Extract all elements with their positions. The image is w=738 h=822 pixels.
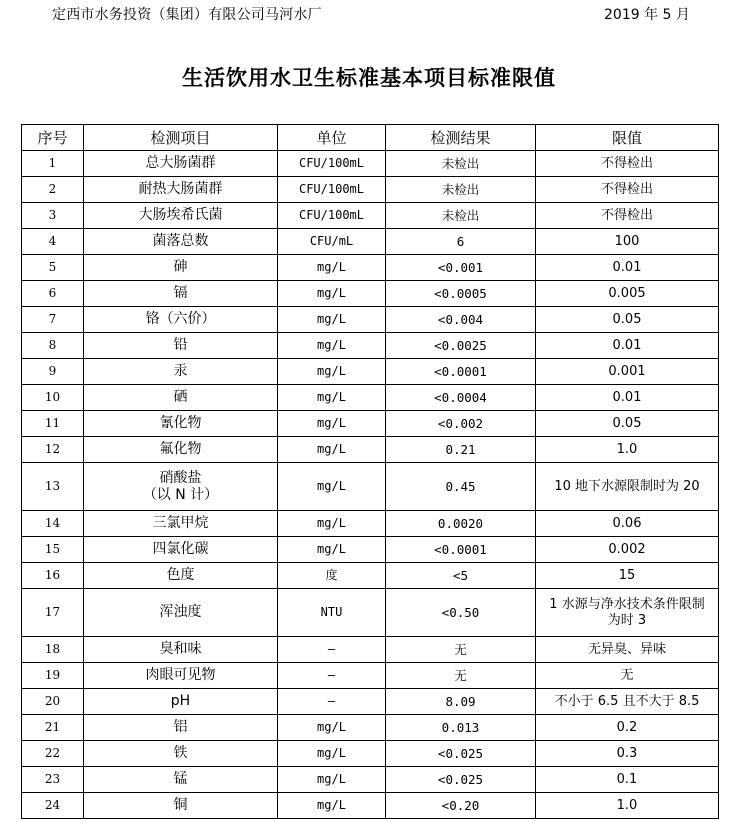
cell-result [386,589,536,637]
cell-unit [278,463,386,511]
cell-no-text: 22 [44,746,61,761]
cell-unit-text: — [327,642,336,657]
table-row [22,663,719,689]
cell-no-text: 17 [44,605,61,620]
cell-limit-text: 不得检出 [600,207,653,223]
cell-unit [278,411,386,437]
cell-unit [278,715,386,741]
cell-no-text: 21 [44,720,61,735]
table-row [22,537,719,563]
cell-result [386,689,536,715]
cell-limit-text: 0.001 [608,363,646,379]
cell-limit-text: 1.0 [616,441,638,457]
cell-no [22,359,84,385]
cell-no [22,563,84,589]
cell-no-text: 1 [48,156,57,171]
cell-no-text: 16 [44,568,61,583]
cell-no [22,463,84,511]
cell-unit [278,255,386,281]
cell-result [386,307,536,333]
cell-no [22,255,84,281]
cell-unit [278,281,386,307]
cell-no [22,385,84,411]
cell-item-text: 三氯甲烷 [152,515,209,532]
column-header-limit: 限值 [536,125,719,151]
cell-unit [278,359,386,385]
cell-unit [278,229,386,255]
cell-unit-text: CFU/100mL [298,182,365,197]
cell-item-text: 汞 [173,363,188,380]
cell-result-text: 未检出 [441,208,480,223]
cell-no [22,411,84,437]
cell-item-text: 铬（六价） [145,311,216,328]
cell-unit [278,589,386,637]
cell-result-text: <0.004 [437,312,484,327]
cell-item-text: 大肠埃希氏菌 [138,207,223,224]
cell-unit-text: CFU/100mL [298,156,365,171]
cell-no [22,281,84,307]
cell-item-text: 镉 [173,285,188,302]
cell-limit-text: 15 [618,567,636,583]
cell-item [84,385,278,411]
cell-unit-text: mg/L [317,479,346,494]
cell-item [84,281,278,307]
cell-limit-text: 无异臭、异味 [587,641,666,657]
table-row [22,203,719,229]
table-row [22,437,719,463]
cell-item [84,715,278,741]
cell-item-text: pH [170,693,191,710]
cell-result-text: <0.0001 [434,542,487,557]
cell-unit-text: mg/L [317,364,346,379]
table-row [22,359,719,385]
cell-no-text: 2 [48,182,57,197]
cell-item [84,411,278,437]
cell-no [22,637,84,663]
cell-result [386,767,536,793]
cell-item [84,689,278,715]
cell-result-text: <0.001 [437,260,484,275]
cell-item [84,203,278,229]
cell-result [386,281,536,307]
cell-no [22,741,84,767]
cell-result-text: 6 [456,234,465,249]
cell-item-text: 菌落总数 [152,233,209,250]
table-row [22,741,719,767]
cell-result-text: 0.0020 [437,516,484,531]
cell-item-text: 四氯化碳 [152,541,209,558]
cell-unit-text: mg/L [317,260,346,275]
cell-result-text: <0.0001 [434,364,487,379]
cell-limit [536,741,719,767]
cell-limit-text: 10 地下水源限制时为 20 [554,478,700,494]
cell-limit [536,793,719,819]
cell-limit [536,333,719,359]
cell-result [386,741,536,767]
table-row [22,307,719,333]
cell-result-text: <0.025 [437,772,484,787]
cell-limit [536,177,719,203]
table-row [22,793,719,819]
cell-no [22,151,84,177]
cell-result [386,537,536,563]
cell-item-text: 砷 [173,259,188,276]
cell-no [22,689,84,715]
cell-unit [278,741,386,767]
cell-result [386,637,536,663]
cell-item [84,229,278,255]
cell-item-text: 氟化物 [159,441,202,458]
cell-result-text: 8.09 [445,694,476,709]
cell-item-text: 氰化物 [159,415,202,432]
table-row [22,767,719,793]
cell-no-text: 5 [48,260,57,275]
cell-no [22,663,84,689]
cell-limit [536,715,719,741]
cell-no [22,767,84,793]
cell-item-text: 肉眼可见物 [145,667,216,684]
cell-limit [536,537,719,563]
cell-result-text: 0.45 [445,479,476,494]
cell-no-text: 8 [48,338,57,353]
cell-unit-text: mg/L [317,772,346,787]
table-row [22,177,719,203]
cell-item-text: 锰 [173,771,188,788]
cell-limit-text: 0.002 [608,541,646,557]
cell-unit [278,385,386,411]
cell-unit-text: mg/L [317,542,346,557]
cell-unit-text: mg/L [317,286,346,301]
cell-result [386,411,536,437]
table-header-row [22,125,719,151]
cell-no [22,229,84,255]
cell-no-text: 3 [48,208,57,223]
cell-limit-text-line2: 为时 3 [607,612,647,628]
cell-limit-text: 100 [614,233,640,249]
cell-limit-text: 0.005 [608,285,646,301]
cell-unit-text: mg/L [317,416,346,431]
cell-limit [536,307,719,333]
cell-limit-text: 0.2 [616,719,638,735]
cell-unit [278,663,386,689]
cell-unit [278,793,386,819]
cell-item-text: 硒 [173,389,188,406]
cell-unit [278,511,386,537]
cell-no [22,537,84,563]
cell-result-text: <0.0025 [434,338,487,353]
cell-item-text: 铁 [173,745,188,762]
cell-limit-text: 0.05 [612,415,642,431]
cell-unit-text: — [327,694,336,709]
cell-result-text: <0.0004 [434,390,487,405]
cell-no-text: 10 [44,390,61,405]
cell-no [22,437,84,463]
table-row [22,333,719,359]
cell-limit-text: 0.01 [612,259,642,275]
cell-result [386,229,536,255]
cell-unit [278,637,386,663]
cell-no-text: 14 [44,516,61,531]
table-row [22,229,719,255]
cell-item-text: 耐热大肠菌群 [138,181,223,198]
cell-item-text-line2: （以 N 计） [142,486,219,503]
cell-limit [536,151,719,177]
cell-no-text: 20 [44,694,61,709]
cell-unit [278,177,386,203]
table-row [22,511,719,537]
cell-no [22,511,84,537]
cell-result [386,177,536,203]
company-name: 定西市水务投资（集团）有限公司马河水厂 [52,7,322,23]
cell-unit [278,437,386,463]
cell-item-text: 铜 [173,797,188,814]
cell-item-text: 总大肠菌群 [145,155,216,172]
cell-unit-text: mg/L [317,798,346,813]
cell-no-text: 19 [44,668,61,683]
cell-item [84,333,278,359]
table-row [22,563,719,589]
cell-result [386,793,536,819]
cell-limit-text: 0.01 [612,337,642,353]
cell-unit-text: mg/L [317,442,346,457]
cell-item [84,637,278,663]
column-header-item: 检测项目 [84,125,278,151]
cell-item [84,589,278,637]
cell-item [84,663,278,689]
cell-limit [536,637,719,663]
cell-limit-text: 不得检出 [600,155,653,171]
cell-limit [536,663,719,689]
table-row [22,589,719,637]
cell-no-text: 12 [44,442,61,457]
cell-no [22,307,84,333]
cell-unit [278,333,386,359]
cell-item [84,563,278,589]
cell-limit-text: 1.0 [616,797,638,813]
cell-unit [278,767,386,793]
cell-result-text: <0.002 [437,416,484,431]
cell-no-text: 9 [48,364,57,379]
cell-item [84,437,278,463]
cell-limit [536,281,719,307]
cell-limit-text: 0.01 [612,389,642,405]
cell-no [22,333,84,359]
cell-result-text: <0.025 [437,746,484,761]
cell-item [84,177,278,203]
cell-result-text: 未检出 [441,156,480,171]
table-row [22,689,719,715]
cell-result [386,385,536,411]
table-row [22,463,719,511]
cell-no-text: 15 [44,542,61,557]
cell-limit [536,385,719,411]
cell-item [84,741,278,767]
cell-limit [536,563,719,589]
cell-no [22,203,84,229]
table-row [22,385,719,411]
cell-unit [278,563,386,589]
cell-limit-text: 0.05 [612,311,642,327]
cell-unit-text: mg/L [317,720,346,735]
cell-item-text: 硝酸盐 [159,469,202,486]
cell-limit [536,689,719,715]
cell-item [84,537,278,563]
cell-limit-text: 0.1 [616,771,638,787]
cell-unit-text: 度 [325,568,338,583]
cell-result-text: 无 [454,642,467,657]
cell-unit-text: mg/L [317,516,346,531]
cell-result [386,715,536,741]
cell-no [22,589,84,637]
cell-item [84,767,278,793]
cell-unit-text: mg/L [317,312,346,327]
cell-unit [278,689,386,715]
column-header-result: 检测结果 [386,125,536,151]
table-row [22,281,719,307]
cell-result-text: <5 [452,568,469,583]
cell-result [386,663,536,689]
cell-limit-text: 不小于 6.5 且不大于 8.5 [554,693,700,709]
cell-result-text: <0.50 [441,605,480,620]
cell-result-text: 未检出 [441,182,480,197]
cell-item-text: 铅 [173,337,188,354]
cell-result-text: <0.20 [441,798,480,813]
cell-result [386,463,536,511]
cell-unit-text: mg/L [317,390,346,405]
cell-result [386,359,536,385]
cell-item [84,359,278,385]
cell-unit-text: CFU/100mL [298,208,365,223]
cell-limit [536,463,719,511]
water-quality-table [21,124,719,819]
cell-unit-text: NTU [320,605,343,620]
cell-limit [536,437,719,463]
cell-limit-text: 不得检出 [600,181,653,197]
report-date: 2019 年 5 月 [604,7,690,23]
cell-no-text: 23 [44,772,61,787]
cell-result-text: <0.0005 [434,286,487,301]
table-row [22,151,719,177]
cell-item-text: 臭和味 [159,641,202,658]
table-row [22,637,719,663]
cell-no-text: 6 [48,286,57,301]
cell-item [84,151,278,177]
cell-item [84,463,278,511]
cell-no-text: 11 [44,416,61,431]
cell-no [22,177,84,203]
cell-result [386,333,536,359]
cell-limit [536,511,719,537]
cell-limit-text: 0.3 [616,745,638,761]
table-row [22,715,719,741]
cell-item [84,511,278,537]
column-header-unit: 单位 [278,125,386,151]
cell-limit-text: 无 [620,667,634,683]
cell-no-text: 7 [48,312,57,327]
cell-result [386,563,536,589]
cell-limit-text: 1 水源与净水技术条件限制 [549,596,705,612]
table-row [22,411,719,437]
cell-result-text: 0.21 [445,442,476,457]
cell-unit [278,203,386,229]
cell-unit-text: CFU/mL [309,234,354,249]
cell-limit [536,359,719,385]
cell-result [386,511,536,537]
page-title: 生活饮用水卫生标准基本项目标准限值 [182,65,556,90]
cell-result [386,437,536,463]
cell-item-text: 色度 [166,567,195,584]
cell-result-text: 无 [454,668,467,683]
cell-limit [536,589,719,637]
cell-item-text: 铝 [173,719,188,736]
cell-result [386,203,536,229]
cell-item [84,307,278,333]
cell-result [386,151,536,177]
column-header-no: 序号 [22,125,84,151]
cell-limit [536,203,719,229]
cell-no-text: 4 [48,234,57,249]
cell-unit-text: mg/L [317,338,346,353]
cell-no [22,715,84,741]
cell-no-text: 18 [44,642,61,657]
cell-result [386,255,536,281]
cell-item-text: 浑浊度 [159,604,202,621]
cell-no-text: 13 [44,479,61,494]
cell-limit [536,255,719,281]
table-body [22,151,719,819]
table-row [22,255,719,281]
cell-unit [278,307,386,333]
cell-item [84,793,278,819]
cell-no [22,793,84,819]
cell-item [84,255,278,281]
cell-unit-text: mg/L [317,746,346,761]
cell-unit-text: — [327,668,336,683]
cell-limit-text: 0.06 [612,515,642,531]
cell-unit [278,151,386,177]
cell-result-text: 0.013 [441,720,480,735]
cell-unit [278,537,386,563]
cell-limit [536,229,719,255]
cell-limit [536,411,719,437]
cell-limit [536,767,719,793]
cell-no-text: 24 [44,798,61,813]
